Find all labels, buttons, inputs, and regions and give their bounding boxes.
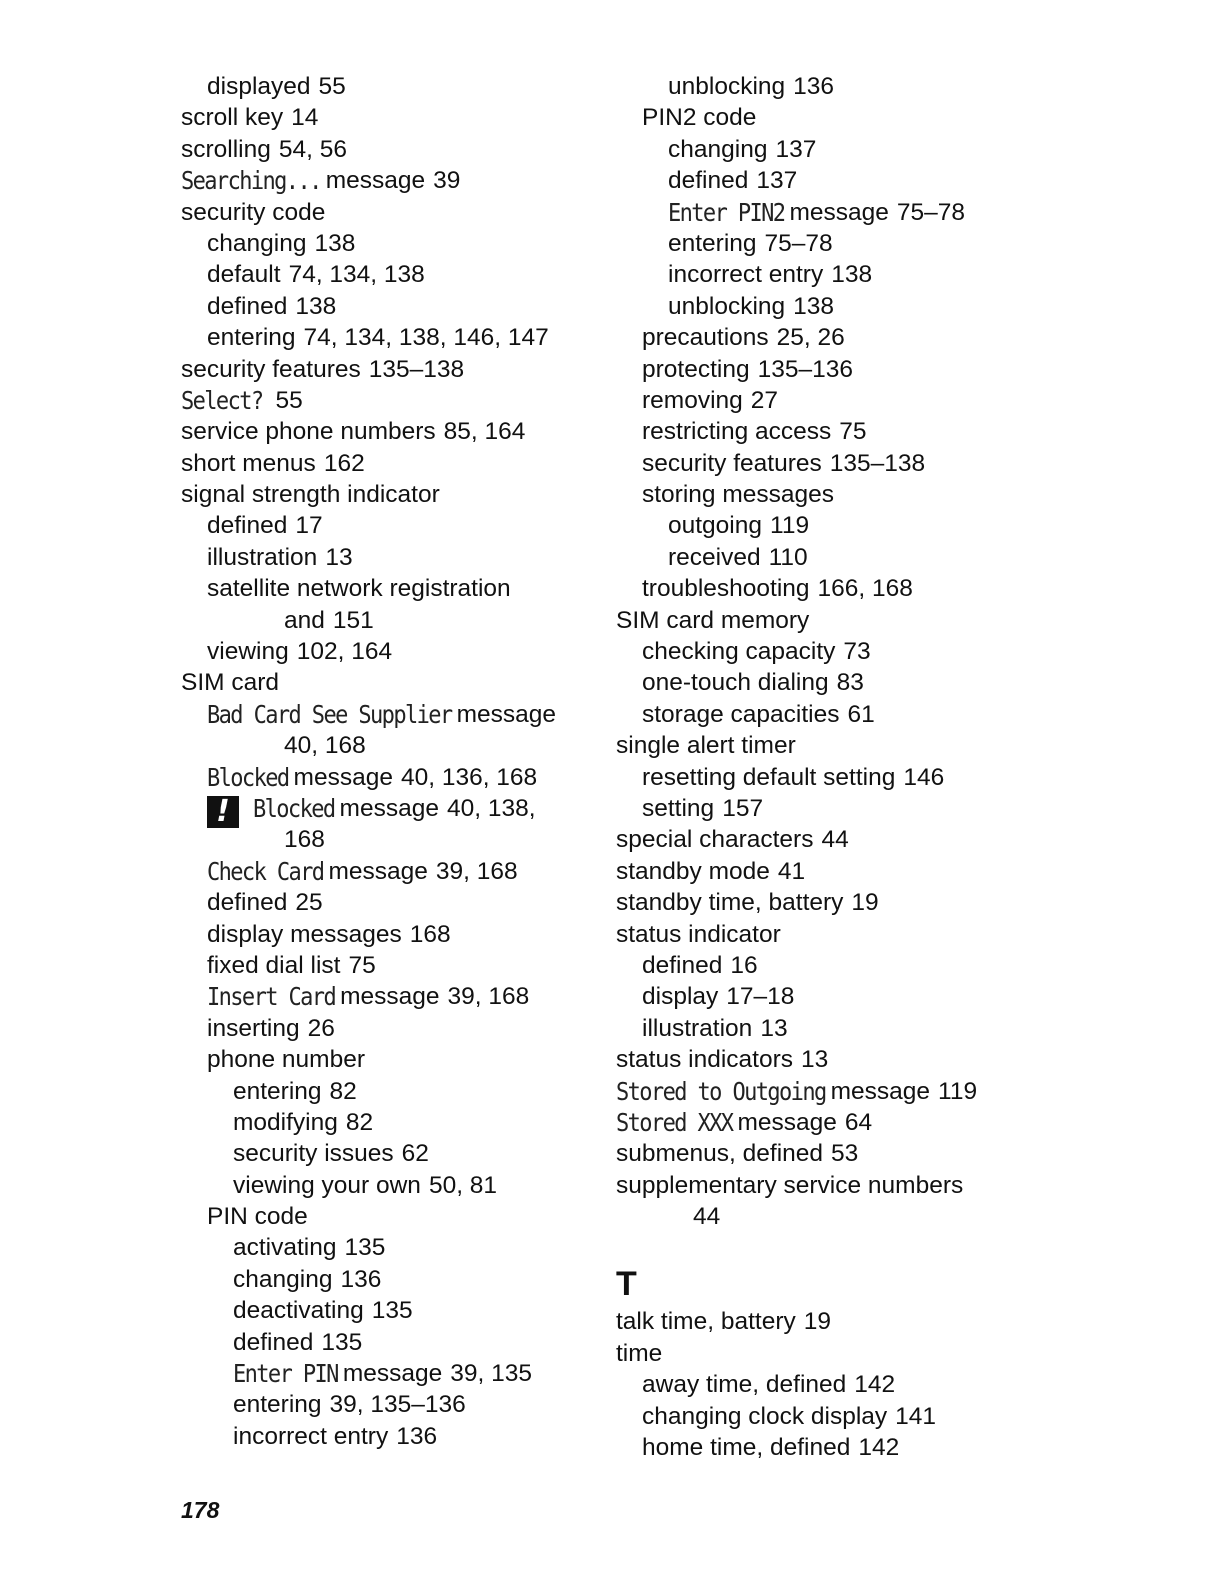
page-refs: 40, 136, 168 [400, 763, 538, 791]
page-refs: 151 [332, 606, 374, 634]
page-refs: 135 [321, 1328, 363, 1356]
index-entry [181, 542, 591, 573]
index-entry [181, 856, 591, 887]
index-entry [181, 448, 591, 479]
page-refs: 136 [793, 73, 835, 100]
page-refs: 14 [291, 104, 319, 132]
index-entry [616, 1201, 1036, 1232]
entry-term: message [789, 198, 889, 226]
entry-term: incorrect entry [668, 261, 824, 289]
entry-term: defined [207, 512, 288, 540]
entry-term: one-touch dialing [642, 669, 829, 697]
index-entry [181, 165, 591, 196]
display-text: Blocked [253, 795, 335, 824]
page-refs: 138 [295, 292, 337, 320]
index-entry [616, 667, 1036, 698]
index-entry [181, 354, 591, 385]
entry-term: changing [233, 1265, 333, 1293]
index-entry [616, 793, 1036, 824]
index-entry [181, 573, 591, 604]
index-entry [616, 416, 1036, 447]
index-entry [616, 228, 1036, 259]
page-refs: 146 [903, 763, 945, 791]
entry-term: changing [207, 229, 307, 257]
index-entry [181, 1232, 591, 1263]
index-entry [181, 1201, 591, 1232]
page-refs: 135 [344, 1234, 386, 1262]
index-entry [181, 1295, 591, 1326]
page-refs: 85, 164 [443, 418, 526, 446]
entry-term: deactivating [233, 1297, 364, 1325]
display-text: Check Card [207, 857, 324, 887]
section-gap [616, 1232, 1036, 1262]
page-refs: 157 [722, 794, 764, 822]
entry-term: message [339, 794, 439, 822]
page-refs: 73 [843, 638, 871, 666]
page-refs: 110 [768, 543, 808, 571]
index-entry [181, 510, 591, 541]
index-entry [616, 1044, 1036, 1075]
entry-term: scroll key [181, 104, 284, 132]
entry-term: resetting default setting [642, 763, 896, 791]
index-entry [181, 887, 591, 918]
entry-term: security issues [233, 1140, 394, 1168]
index-entry [181, 228, 591, 259]
index-entry [181, 824, 591, 855]
entry-term: display [642, 983, 719, 1011]
page-refs: 13 [760, 1014, 788, 1042]
entry-term: changing clock display [642, 1402, 888, 1430]
entry-term: scrolling [181, 135, 271, 163]
index-entry [181, 793, 591, 829]
entry-term: illustration [642, 1014, 753, 1042]
page-refs: 19 [851, 889, 879, 917]
entry-term: status indicators [616, 1046, 794, 1074]
index-entry [181, 1107, 591, 1138]
entry-term: viewing [207, 638, 289, 666]
entry-term: checking capacity [642, 638, 836, 666]
entry-term: security code [181, 198, 326, 226]
page-refs: 13 [801, 1046, 829, 1074]
page-refs: 75 [348, 951, 376, 979]
index-entry [181, 1076, 591, 1107]
index-entry [181, 1044, 591, 1075]
entry-term: security features [642, 449, 822, 477]
index-entry [181, 385, 591, 416]
page-refs: 55 [318, 73, 346, 100]
index-entry [616, 385, 1036, 416]
page-refs: 142 [854, 1371, 896, 1399]
entry-term: defined [207, 889, 288, 917]
index-entry [181, 71, 591, 102]
entry-term: supplementary service numbers [616, 1171, 964, 1199]
page-refs: 136 [340, 1265, 382, 1293]
index-entry [616, 1107, 1036, 1138]
page-refs: 142 [858, 1434, 900, 1462]
index-entry [181, 1389, 591, 1420]
entry-term: displayed [207, 73, 311, 100]
index-entry [616, 730, 1036, 761]
page-refs: 44 [821, 826, 849, 854]
page-refs: 54, 56 [278, 135, 347, 163]
entry-term: special characters [616, 826, 814, 854]
page-refs: 135–138 [368, 355, 465, 383]
page-refs: 166, 168 [817, 575, 913, 603]
display-text: Insert Card [207, 983, 336, 1013]
entry-term: defined [207, 292, 288, 320]
entry-term: defined [233, 1328, 314, 1356]
index-entry [616, 542, 1036, 573]
entry-term: message [830, 1077, 931, 1105]
index-entry [181, 322, 591, 353]
page-refs: 25 [295, 889, 323, 917]
entry-term: service phone numbers [181, 418, 436, 446]
page-refs: 40, 168 [284, 732, 366, 760]
index-entry [616, 291, 1036, 322]
page-refs: 55 [275, 386, 303, 414]
index-entry [181, 762, 591, 793]
index-entry [616, 1013, 1036, 1044]
index-entry [616, 1369, 1036, 1400]
index-entry [616, 322, 1036, 353]
entry-term: restricting access [642, 418, 832, 446]
display-text: Bad Card See Supplier [207, 700, 452, 730]
index-entry [181, 1421, 591, 1452]
display-text: Select? [181, 387, 263, 416]
page-refs: 138 [314, 229, 356, 257]
entry-term: standby mode [616, 857, 770, 885]
entry-term: message [340, 983, 440, 1011]
page-refs: 135–136 [757, 355, 853, 383]
entry-term: short menus [181, 449, 316, 477]
entry-term: precautions [642, 324, 769, 352]
page-refs: 26 [307, 1014, 335, 1042]
entry-term: single alert timer [616, 732, 796, 760]
section-letter: T [616, 1265, 637, 1304]
page-refs: 53 [831, 1140, 859, 1168]
index-entry [181, 1013, 591, 1044]
entry-term: phone number [207, 1046, 366, 1074]
entry-term: message [293, 763, 393, 791]
entry-term: defined [642, 951, 723, 979]
entry-term: signal strength indicator [181, 481, 440, 509]
page-refs: 27 [750, 386, 779, 414]
index-entry [181, 699, 591, 730]
index-entry [616, 762, 1036, 793]
page-refs: 135 [371, 1297, 413, 1325]
page-refs: 119 [770, 512, 810, 540]
display-text: Searching... [181, 167, 321, 197]
entry-term: standby time, battery [616, 889, 844, 917]
entry-term: home time, defined [642, 1434, 851, 1462]
entry-term: fixed dial list [207, 951, 341, 979]
entry-term: unblocking [668, 73, 786, 100]
page-refs: 25, 26 [776, 324, 845, 352]
index-entry [181, 667, 591, 698]
entry-term: illustration [207, 543, 318, 571]
entry-term: status indicator [616, 920, 781, 948]
page-refs: 141 [895, 1402, 937, 1430]
entry-term: SIM card [181, 669, 280, 697]
index-entry [181, 605, 591, 636]
page-refs: 39 [433, 167, 461, 195]
index-entry [616, 636, 1036, 667]
index-entry [616, 1076, 1036, 1107]
entry-term: entering [668, 229, 757, 257]
entry-term: talk time, battery [616, 1308, 796, 1336]
index-entry [616, 165, 1036, 196]
index-entry [181, 197, 591, 228]
index-column-right [616, 71, 1036, 1463]
page-refs: 168 [284, 826, 325, 854]
page-refs: 64 [844, 1108, 873, 1136]
index-entry [181, 919, 591, 950]
index-entry [616, 1306, 1036, 1337]
index-entry [616, 102, 1036, 133]
page-refs: 61 [847, 700, 875, 728]
index-entry [181, 950, 591, 981]
entry-term: entering [233, 1077, 322, 1105]
entry-term: changing [668, 135, 768, 163]
entry-term: message [456, 700, 556, 728]
page-refs: 19 [803, 1308, 831, 1336]
entry-term: and [284, 606, 325, 634]
alert-icon: ! [207, 796, 239, 828]
index-entry [616, 605, 1036, 636]
entry-term: modifying [233, 1108, 338, 1136]
index-entry [181, 102, 591, 133]
page-refs: 39, 135–136 [329, 1391, 466, 1419]
entry-term: message [328, 857, 428, 885]
page-refs: 39, 135 [450, 1360, 532, 1388]
index-entry [616, 950, 1036, 981]
index-entry [181, 1327, 591, 1358]
display-text: Stored to Outgoing [616, 1077, 826, 1107]
entry-term: display messages [207, 920, 402, 948]
entry-term: time [616, 1339, 663, 1367]
index-entry [181, 416, 591, 447]
page-refs: 102, 164 [296, 638, 393, 666]
entry-term: message [325, 167, 426, 195]
index-entry [616, 1432, 1036, 1463]
page-number: 178 [181, 1497, 220, 1523]
index-entry [181, 730, 591, 761]
entry-term: troubleshooting [642, 575, 810, 603]
entry-term: removing [642, 386, 743, 414]
page-refs: 39, 168 [447, 983, 530, 1011]
entry-term: entering [207, 324, 296, 352]
entry-term: submenus, defined [616, 1140, 824, 1168]
index-entry [616, 510, 1036, 541]
entry-term: defined [668, 167, 749, 195]
page-refs: 82 [345, 1108, 374, 1136]
entry-term: protecting [642, 355, 750, 383]
page-refs: 13 [325, 543, 353, 571]
page-refs: 83 [836, 669, 864, 697]
page-refs: 44 [693, 1203, 721, 1231]
entry-term: away time, defined [642, 1371, 847, 1399]
page-refs: 50, 81 [428, 1171, 498, 1199]
entry-term: SIM card memory [616, 606, 810, 634]
index-column-left [181, 71, 591, 1452]
index-entry [181, 636, 591, 667]
entry-term: activating [233, 1234, 337, 1262]
entry-term: entering [233, 1391, 322, 1419]
page-refs: 39, 168 [435, 857, 518, 885]
page-refs: 138 [793, 292, 835, 320]
index-entry [616, 824, 1036, 855]
index-entry [181, 291, 591, 322]
index-entry [616, 981, 1036, 1012]
page-refs: 168 [409, 920, 451, 948]
entry-term: satellite network registration [207, 575, 511, 603]
index-entry [616, 856, 1036, 887]
page-refs: 40, 138, [446, 794, 536, 822]
index-entry [616, 448, 1036, 479]
entry-term: PIN2 code [642, 104, 757, 132]
index-entry [181, 1358, 591, 1389]
entry-term: outgoing [668, 512, 763, 540]
index-entry [181, 1170, 591, 1201]
page-refs: 162 [323, 449, 365, 477]
page-refs: 17–18 [726, 983, 795, 1011]
entry-term: incorrect entry [233, 1422, 389, 1450]
index-entry [616, 1170, 1036, 1201]
page-refs: 75–78 [764, 229, 833, 257]
index-entry [616, 1401, 1036, 1432]
page-refs: 119 [938, 1077, 978, 1105]
index-entry [616, 71, 1036, 102]
page-refs: 16 [730, 951, 758, 979]
index-entry [181, 1138, 591, 1169]
entry-term: unblocking [668, 292, 786, 320]
entry-term: PIN code [207, 1203, 308, 1231]
page-refs: 138 [831, 261, 873, 289]
index-entry [616, 699, 1036, 730]
index-entry [616, 479, 1036, 510]
index-entry [616, 573, 1036, 604]
entry-term: storage capacities [642, 700, 840, 728]
entry-term: inserting [207, 1014, 300, 1042]
display-text: Blocked [207, 763, 289, 793]
index-entry [616, 354, 1036, 385]
index-entry [181, 134, 591, 165]
entry-term: received [668, 543, 761, 571]
index-entry [616, 134, 1036, 165]
entry-term: message [737, 1108, 837, 1136]
page-refs: 75–78 [896, 198, 966, 226]
entry-term: default [207, 261, 281, 289]
page-refs: 62 [401, 1140, 429, 1168]
page-refs: 17 [295, 512, 323, 540]
page-refs: 41 [777, 857, 806, 885]
page-refs: 136 [396, 1422, 438, 1450]
index-entry [181, 1264, 591, 1295]
page-refs: 137 [756, 167, 798, 195]
index-entry [181, 259, 591, 290]
index-entry [616, 1138, 1036, 1169]
index-entry [616, 919, 1036, 950]
page-refs: 137 [775, 135, 817, 163]
index-entry [181, 981, 591, 1012]
entry-term: security features [181, 355, 361, 383]
entry-term: message [342, 1360, 443, 1388]
page-refs: 74, 134, 138, 146, 147 [303, 324, 549, 352]
index-entry [616, 259, 1036, 290]
display-text: Stored XXX [616, 1108, 733, 1138]
index-entry [181, 479, 591, 510]
page-refs: 135–138 [829, 449, 926, 477]
page-refs: 74, 134, 138 [288, 261, 425, 289]
index-entry [616, 887, 1036, 918]
index-entry [616, 197, 1036, 228]
index-entry [616, 1338, 1036, 1369]
page-refs: 75 [839, 418, 867, 446]
entry-term: storing messages [642, 481, 835, 509]
display-text: Enter PIN [233, 1360, 338, 1389]
entry-term: setting [642, 794, 715, 822]
page-refs: 82 [329, 1077, 357, 1105]
entry-term: viewing your own [233, 1171, 421, 1199]
display-text: Enter PIN2 [668, 198, 785, 228]
